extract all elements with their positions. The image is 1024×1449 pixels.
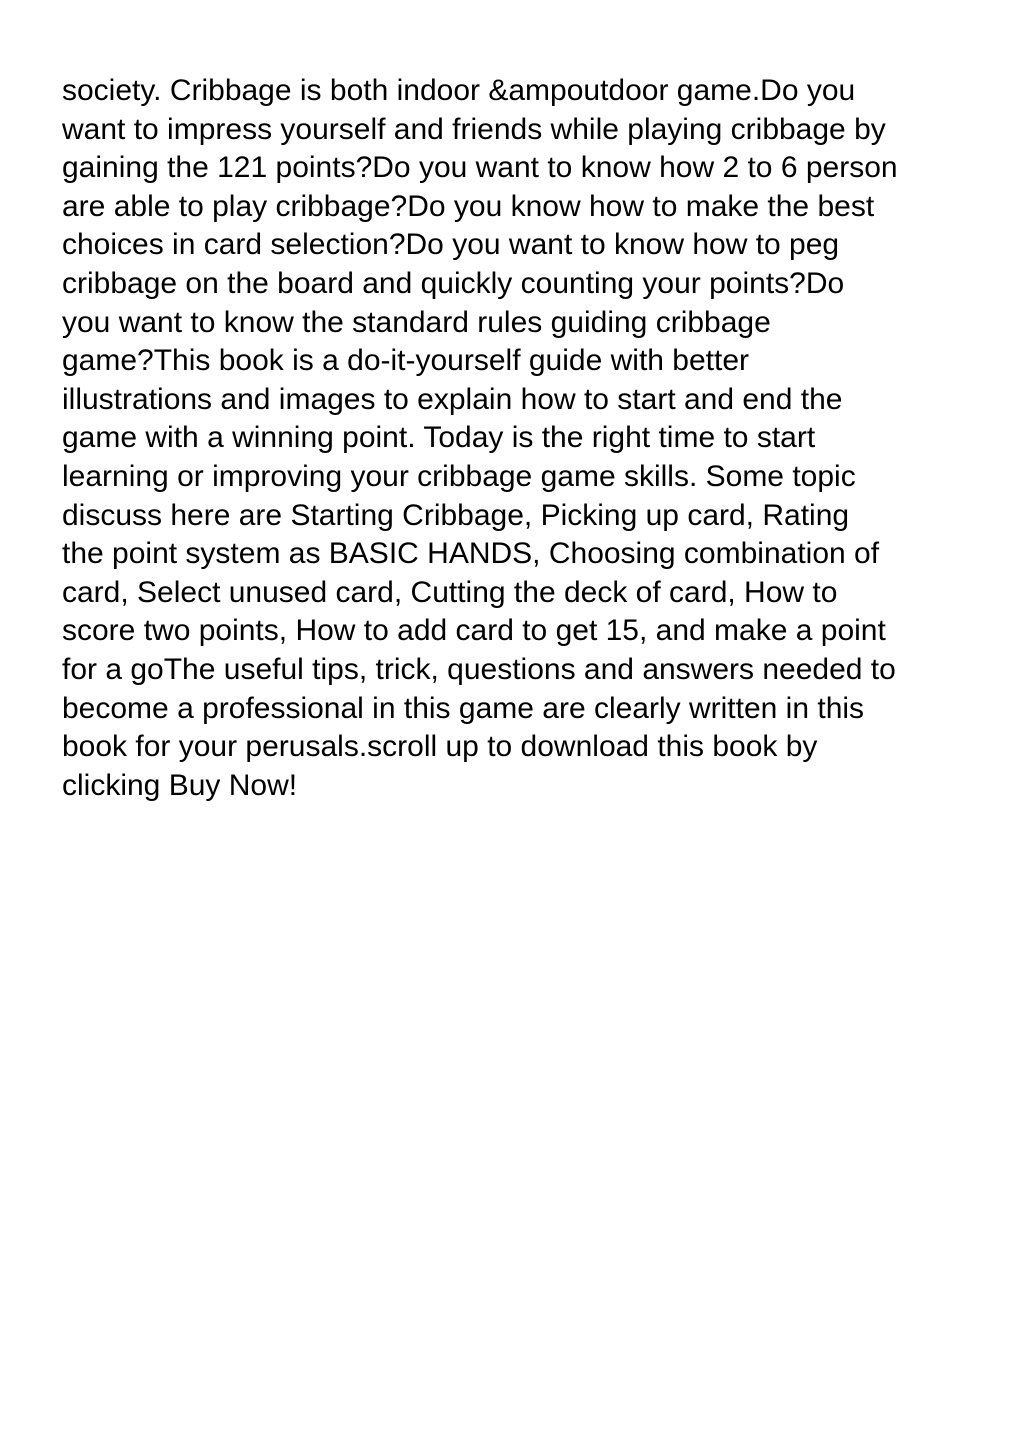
text-line: book for your perusals.scroll up to download this book by: [62, 730, 818, 764]
text-line: you want to know the standard rules guiding cribbage: [62, 305, 771, 339]
text-line: discuss here are Starting Cribbage, Picking up card, Rating: [62, 498, 850, 532]
text-line: gaining the 121 points?Do you want to know how 2 to 6 person: [62, 151, 898, 185]
text-line: society. Cribbage is both indoor &ampoutdoor game.Do you: [62, 74, 856, 107]
text-line: card, Select unused card, Cutting the deck of card, How to: [62, 575, 838, 609]
text-line: choices in card selection?Do you want to know how to peg: [62, 228, 840, 262]
body-paragraph: [62, 72, 982, 805]
text-line: game?This book is a do-it-yourself guide with better: [62, 344, 750, 378]
text-line: illustrations and images to explain how to start and end the: [62, 382, 843, 416]
text-line: want to impress yourself and friends while playing cribbage by: [62, 112, 886, 146]
text-line: the point system as BASIC HANDS, Choosing combination of: [62, 537, 880, 571]
text-line: for a goThe useful tips, trick, questions and answers needed to: [62, 652, 896, 686]
text-line: score two points, How to add card to get 15, and make a point: [62, 614, 886, 648]
text-line: game with a winning point. Today is the right time to start: [62, 421, 816, 455]
text-line: cribbage on the board and quickly counting your points?Do: [62, 266, 845, 300]
text-line: clicking Buy Now!: [62, 768, 298, 802]
text-line: are able to play cribbage?Do you know how to make the best: [62, 189, 875, 223]
text-line: become a professional in this game are clearly written in this: [62, 691, 865, 725]
text-line: learning or improving your cribbage game skills. Some topic: [62, 459, 856, 493]
